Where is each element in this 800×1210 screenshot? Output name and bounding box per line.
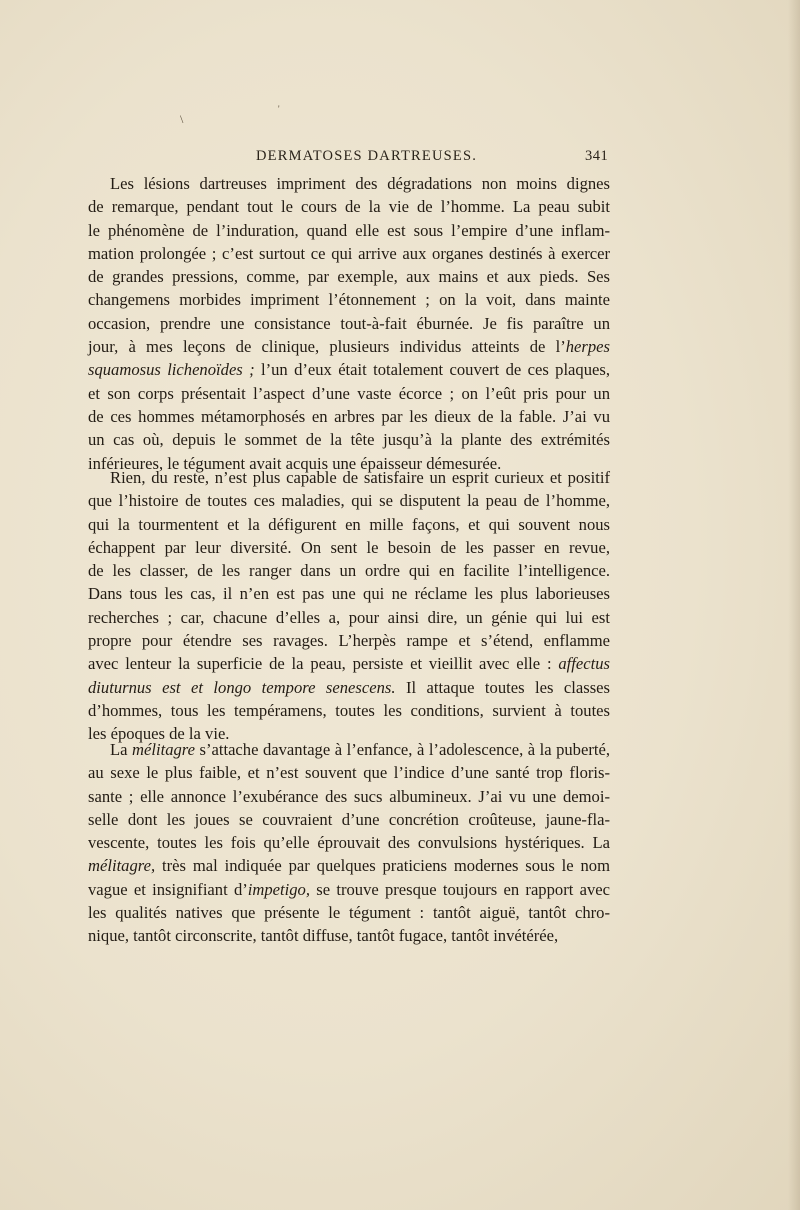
text-segment: inférieures, le tégument avait acquis une épaisseur démesurée. <box>88 453 502 473</box>
text-segment: vague et insignifiant d’ <box>88 879 248 899</box>
text-line <box>88 761 610 784</box>
text-segment: l’un d’eux était totalement couvert de ces plaques, <box>254 360 610 380</box>
page-header <box>88 148 608 170</box>
text-segment: recherches ; car, chacune d’elles a, pour ainsi dire, un génie qui lui est <box>88 607 610 627</box>
text-segment: le phénomène de l’induration, quand elle est sous l’empire d’une inflam- <box>88 220 610 240</box>
text-line <box>88 219 610 242</box>
stray-mark: ' <box>278 104 280 114</box>
text-segment: vescente, toutes les fois qu’elle éprouvait des convulsions hystériques. La <box>88 833 610 853</box>
text-segment: de remarque, pendant tout le cours de la vie de l’homme. La peau subit <box>88 197 610 217</box>
text-segment: avec lenteur la superficie de la peau, persiste et vieillit avec elle : <box>88 654 559 674</box>
text-line <box>88 242 610 265</box>
text-segment: s’attache davantage à l’enfance, à l’adolescence, à la puberté, <box>195 740 610 759</box>
italic-phrase: impetigo, <box>247 879 310 899</box>
text-line <box>88 172 610 195</box>
text-line <box>88 265 610 288</box>
text-line <box>88 924 610 947</box>
text-line <box>88 629 610 652</box>
text-line <box>88 536 610 559</box>
text-segment: La <box>110 740 133 759</box>
text-segment: un cas où, depuis le sommet de la tête jusqu’à la plante des extrémités <box>88 430 610 450</box>
text-line <box>88 854 610 877</box>
text-segment: changemens morbides impriment l’étonnement ; on la voit, dans mainte <box>88 290 610 310</box>
text-line <box>88 808 610 831</box>
text-line <box>88 606 610 629</box>
text-segment: que l’histoire de toutes ces maladies, qui se disputent la peau de l’homme, <box>88 491 610 511</box>
text-segment: de ces hommes métamorphosés en arbres par les dieux de la fable. J’ai vu <box>88 406 610 426</box>
italic-phrase: mélitagre <box>132 740 195 759</box>
text-line <box>88 466 610 489</box>
text-line <box>88 335 610 358</box>
text-segment: Rien, du reste, n’est plus capable de satisfaire un esprit curieux et positif <box>110 468 610 487</box>
text-segment: Les lésions dartreuses impriment des dégradations non moins dignes <box>110 174 610 193</box>
paragraph-3 <box>88 738 610 948</box>
text-line <box>88 901 610 924</box>
text-segment: mation prolongée ; c’est surtout ce qui arrive aux organes destinés à exercer <box>88 243 610 263</box>
text-segment: sante ; elle annonce l’exubérance des sucs albumineux. J’ai vu une demoi- <box>88 786 610 806</box>
text-line <box>88 288 610 311</box>
text-segment: très mal indiquée par quelques praticiens modernes sous le nom <box>155 856 610 876</box>
running-title: DERMATOSES DARTREUSES. <box>256 148 478 164</box>
italic-phrase: diuturnus est et longo tempore senescens. <box>88 677 396 697</box>
text-segment: nique, tantôt circonscrite, tantôt diffuse, tantôt fugace, tantôt invétérée, <box>88 926 559 946</box>
text-segment: échappent par leur diversité. On sent le besoin de les passer en revue, <box>88 537 610 557</box>
text-segment: occasion, prendre une consistance tout-à-fait éburnée. Je fis paraître un <box>88 313 610 333</box>
text-segment: jour, à mes leçons de clinique, plusieurs individus atteints de l’ <box>88 337 566 357</box>
text-segment: au sexe le plus faible, et n’est souvent que l’indice d’une santé trop floris- <box>88 763 610 783</box>
paragraph-2 <box>88 466 610 746</box>
text-line <box>88 312 610 335</box>
text-line <box>88 195 610 218</box>
text-line <box>88 652 610 675</box>
text-line <box>88 582 610 605</box>
text-segment: Il attaque toutes les classes <box>395 677 610 697</box>
page-edge-shadow <box>788 0 800 1210</box>
text-line <box>88 358 610 381</box>
text-segment: et son corps présentait l’aspect d’une vaste écorce ; on l’eût pris pour un <box>88 383 610 403</box>
italic-phrase: affectus <box>558 654 610 674</box>
paragraph-1 <box>88 172 610 475</box>
stray-mark: \ <box>180 112 184 126</box>
text-line <box>88 559 610 582</box>
text-line <box>88 785 610 808</box>
text-line <box>88 699 610 722</box>
text-segment: les époques de la vie. <box>88 724 230 744</box>
text-segment: se trouve presque toujours en rapport avec <box>310 879 610 899</box>
text-segment: qui la tourmentent et la défigurent en mille façons, et qui souvent nous <box>88 514 610 534</box>
text-segment: selle dont les joues se couvraient d’une concrétion croûteuse, jaune-fla- <box>88 809 610 829</box>
text-line <box>88 831 610 854</box>
text-line <box>88 489 610 512</box>
text-segment: d’hommes, tous les tempéramens, toutes les conditions, survient à toutes <box>88 700 610 720</box>
text-line <box>88 513 610 536</box>
text-segment: propre pour étendre ses ravages. L’herpès rampe et s’étend, enflamme <box>88 631 610 651</box>
italic-phrase: herpes <box>565 337 610 357</box>
text-segment: de grandes pressions, comme, par exemple, aux mains et aux pieds. Ses <box>88 267 610 287</box>
text-line <box>88 676 610 699</box>
italic-phrase: squamosus lichenoïdes ; <box>88 360 255 380</box>
text-line <box>88 738 610 761</box>
text-line <box>88 405 610 428</box>
page-number: 341 <box>585 148 609 164</box>
italic-phrase: mélitagre, <box>88 856 156 876</box>
text-segment: Dans tous les cas, il n’en est pas une qui ne réclame les plus laborieuses <box>88 584 610 604</box>
text-segment: de les classer, de les ranger dans un ordre qui en facilite l’intelligence. <box>88 561 610 581</box>
text-line <box>88 428 610 451</box>
text-line <box>88 382 610 405</box>
text-segment: les qualités natives que présente le tégument : tantôt aiguë, tantôt chro- <box>88 903 610 923</box>
text-line <box>88 878 610 901</box>
